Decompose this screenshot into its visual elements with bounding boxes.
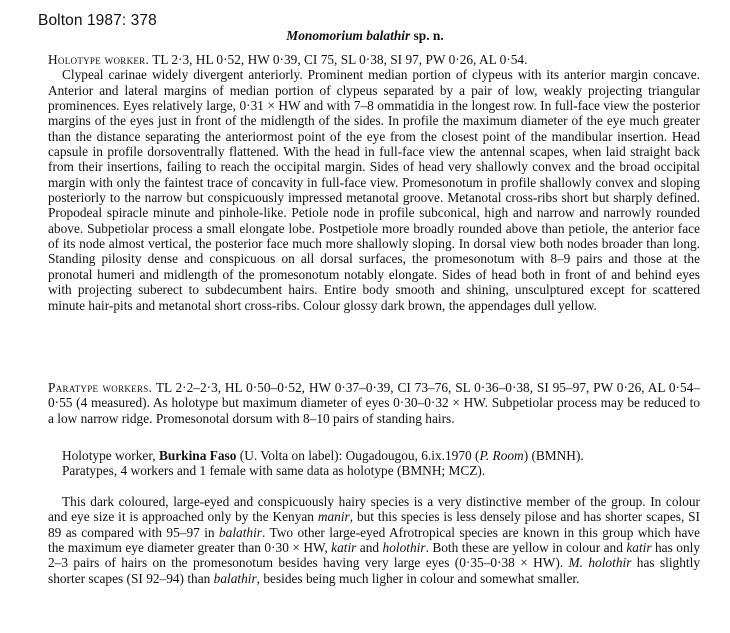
species-status: sp. n. (410, 28, 444, 43)
discussion-text: This dark coloured, large-eyed and conspicuously hairy species is a very distinctive member of the group. In colour and eye size it is approached only by the Kenyan (48, 494, 700, 525)
paratypes-text: TL 2·2–2·3, HL 0·50–0·52, HW 0·37–0·39, CI 73–76, SL 0·36–0·38, SI 95–97, PW 0·26, AL 0·54–0·55 (4 measured). As holotype but maximum diameter of eyes 0·30–0·32 × HW. Subpetiolar process may be reduced to a low narrow ridge. Promesonotal dorsum with 8–10 pairs of standing hairs. (48, 380, 700, 426)
species-ref: balathir (219, 524, 263, 540)
holotype-section (48, 52, 700, 313)
species-ref: katir (331, 540, 357, 556)
discussion-text: has only 2–3 pairs of hairs on the promesonotum besides having very large eyes (0·35–0·38 × HW). (48, 540, 700, 571)
discussion-text: , but this species is less densely pilose and has shorter scapes, SI 89 as compared with 95–97 in (48, 509, 701, 540)
material-examined (62, 448, 698, 479)
holotype-material-line (62, 448, 698, 463)
species-ref: manir (317, 509, 350, 525)
species-ref: holothir (382, 540, 426, 556)
collector-name: P. Room (479, 448, 524, 463)
discussion-text: . Two other large-eyed Afrotropical species are known in this group which have the maximum eye diameter greater than 0·30 × HW, (48, 524, 700, 556)
discussion-section (48, 494, 700, 586)
discussion-text: . Both these are yellow in colour and (425, 540, 627, 556)
holotype-description: Clypeal carinae widely divergent anteriorly. Prominent median portion of clypeus with its anterior margin concave. Anterior and lateral margins of median portion of clypeus separated by a pair of low, weakly projecting triangular prominences. Eyes relatively large, 0·31 × HW and with 7–8 ommatidia in the longest row. In full-face view the posterior margins of the eyes just in front of the midlength of the sides. In profile the maximum diameter of the eye much greater than the distance separating the anteriormost point of the eye from the closest point of the mandibular insertion. Head capsule in profile dorsoventrally flattened. With the head in full-face view the antennal scapes, when laid straight back from their insertions, failing to reach the occipital margin. Sides of head very shallowly convex and the broad occipital margin with only the faintest trace of concavity in full-face view. Promesonotum in profile shallowly convex and sloping posteriorly to the narrow but conspicuously impressed metanotal groove. Metanotal cross-ribs short but sharply defined. Propodeal spiracle minute and pinhole-like. Petiole node in profile subconical, high and narrow and narrowly rounded above. Subpetiolar process a small elongate lobe. Postpetiole more broadly rounded above than petiole, the anterior face of its node almost vertical, the posterior face much more shallowly sloping. In dorsal view both nodes broader than long. Standing pilosity dense and conspicuous on all dorsal surfaces, the promesonotum with 8–9 pairs and those at the pronotal humeri and midlength of the promesonotum notably elongate. Sides of head both in front of and behind eyes with projecting suberect to subdecumbent hairs. Entire body smooth and shining, unsculptured except for scattered minute hair-pits and metanotal short cross-ribs. Colour glossy dark brown, the appendages dull yellow. (48, 67, 700, 313)
species-ref: balathir (213, 570, 257, 586)
paratypes-heading: Paratype workers. (48, 380, 153, 395)
discussion-text: has slightly shorter scapes (SI 92–94) than (48, 555, 700, 586)
discussion-text: , besides being much ligher in colour and somewhat smaller. (256, 570, 580, 586)
country-name: Burkina Faso (158, 448, 237, 463)
species-ref: katir (626, 540, 652, 556)
source-citation: Bolton 1987: 378 (38, 12, 157, 29)
species-ref: M. holothir (568, 555, 632, 571)
paratypes-paragraph (48, 380, 700, 426)
material-text: (U. Volta on label): Ougadougou, 6.ix.1970 ( (236, 448, 480, 463)
species-title (0, 28, 730, 44)
material-text: Holotype worker, (62, 448, 159, 463)
species-name: Monomorium balathir (286, 28, 411, 43)
discussion-paragraph (48, 494, 700, 586)
holotype-measurements: TL 2·3, HL 0·52, HW 0·39, CI 75, SL 0·38, SI 97, PW 0·26, AL 0·54. (149, 52, 528, 67)
paratypes-section (48, 380, 700, 426)
material-text: ) (BMNH). (523, 448, 584, 463)
holotype-heading: Holotype worker. (48, 52, 150, 67)
discussion-text: and (356, 540, 383, 556)
holotype-measurements-paragraph (48, 52, 700, 67)
paratype-material-line: Paratypes, 4 workers and 1 female with same data as holotype (BMNH; MCZ). (62, 463, 486, 479)
